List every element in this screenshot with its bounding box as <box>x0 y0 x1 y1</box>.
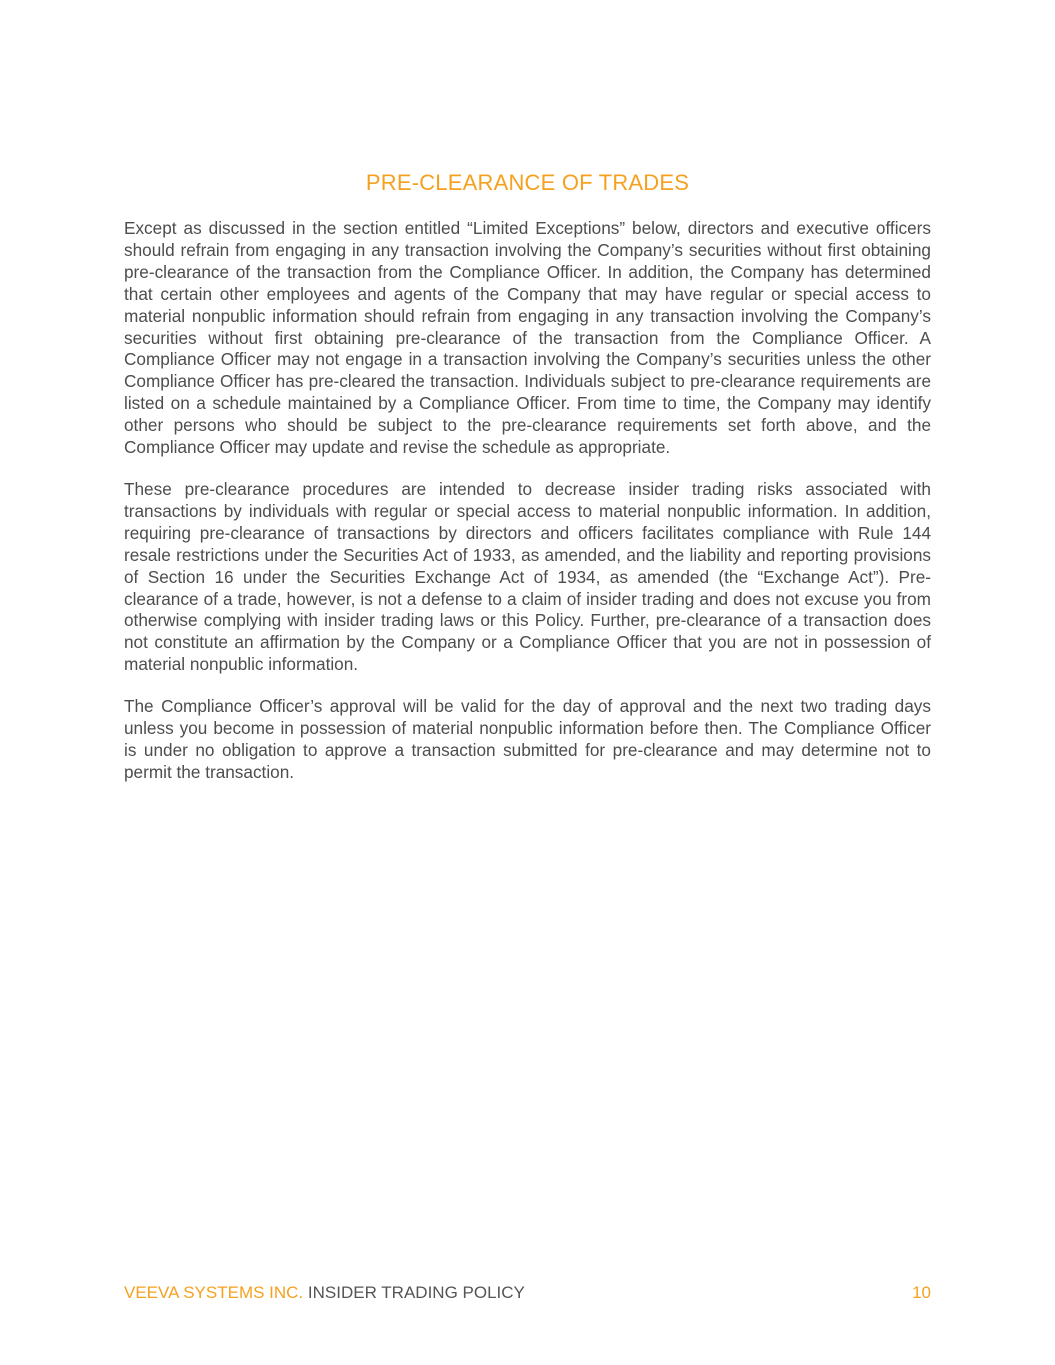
page-title: PRE-CLEARANCE OF TRADES <box>365 170 690 195</box>
page-footer <box>124 1282 931 1304</box>
footer-company-name: VEEVA SYSTEMS INC. <box>124 1283 304 1302</box>
paragraph-approval-validity: The Compliance Officer’s approval will be valid for the day of approval and the next two trading days unless you become in possession of material nonpublic information before then. The Compliance Officer is under no obligation to approve a transaction submitted for pre-clearance and may determine not to permit the transaction. <box>124 696 931 782</box>
footer-document-title: INSIDER TRADING POLICY <box>307 1283 525 1302</box>
footer-page-number: 10 <box>912 1283 931 1302</box>
body-text <box>124 218 931 804</box>
paragraph-pre-clearance-purpose: These pre-clearance procedures are intended to decrease insider trading risks associated with transactions by individuals with regular or special access to material nonpublic information. In addition, requiring pre-clearance of transactions by directors and officers facilitates compliance with Rule 144 resale restrictions under the Securities Act of 1933, as amended, and the liability and reporting provisions of Section 16 under the Securities Exchange Act of 1934, as amended (the “Exchange Act”). Pre-clearance of a trade, however, is not a defense to a claim of insider trading and does not excuse you from otherwise complying with insider trading laws or this Policy. Further, pre-clearance of a transaction does not constitute an affirmation by the Company or a Compliance Officer that you are not in possession of material nonpublic information. <box>124 478 931 675</box>
document-page <box>124 0 931 1365</box>
paragraph-pre-clearance-requirement: Except as discussed in the section entitled “Limited Exceptions” below, directors and executive officers should refrain from engaging in any transaction involving the Company’s securities without first obtaining pre-clearance of the transaction from the Compliance Officer. In addition, the Company has determined that certain other employees and agents of the Company that may have regular or special access to material nonpublic information should refrain from engaging in any transaction involving the Company’s securities without first obtaining pre-clearance of the transaction from the Compliance Officer. A Compliance Officer may not engage in a transaction involving the Company’s securities unless the other Compliance Officer has pre-cleared the transaction. Individuals subject to pre-clearance requirements are listed on a schedule maintained by a Compliance Officer. From time to time, the Company may identify other persons who should be subject to the pre-clearance requirements set forth above, and the Compliance Officer may update and revise the schedule as appropriate. <box>124 218 931 458</box>
